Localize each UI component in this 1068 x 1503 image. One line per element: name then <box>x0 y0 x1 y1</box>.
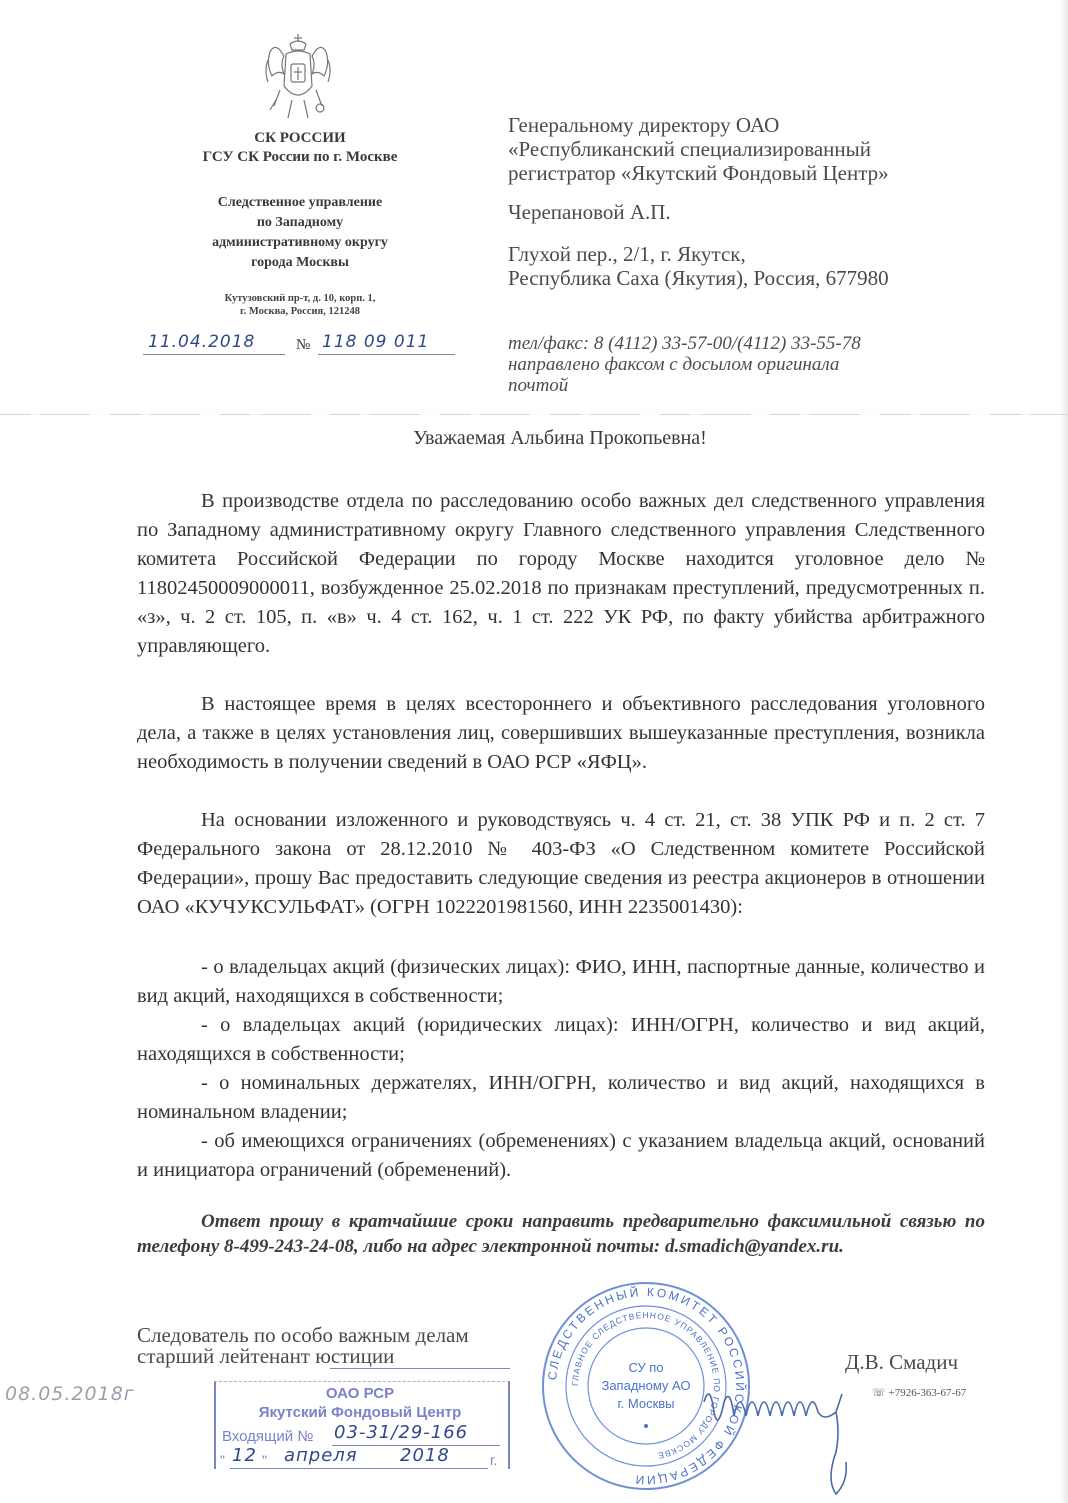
list-item: - о владельцах акций (юридических лицах): ИНН/ОГРН, количество и вид акций, находящихся в собственности; <box>137 1014 985 1065</box>
greeting: Уважаемая Альбина Прокопьевна! <box>413 427 707 449</box>
quote-open: " <box>220 1452 225 1468</box>
incoming-stamp-org: ОАО РСР <box>325 1385 395 1402</box>
dept-line: по Западному <box>256 215 344 230</box>
fax-note <box>508 333 998 396</box>
incoming-stamp-org-name: Якутский Фондовый Центр <box>258 1404 462 1421</box>
signature-underline <box>330 1368 510 1369</box>
address-line: г. Москва, Россия, 121248 <box>240 306 360 317</box>
list-item: - об имеющихся ограничениях (обременениях) с указанием владельца акций, оснований и инициатора ограничений (обременений). <box>137 1130 985 1181</box>
recipient-name: Черепановой А.П. <box>508 200 671 224</box>
paragraph-case <box>137 487 985 661</box>
signer-position <box>137 1325 469 1367</box>
recipient-line: «Республиканский специализированный <box>508 137 871 161</box>
seal-center-line: г. Москвы <box>617 1396 675 1411</box>
seal-center-line: Западному АО <box>601 1378 691 1393</box>
paragraph-text: В настоящее время в целях всестороннего и объективного расследования уголовного дела, а также в целях установления лиц, совершивших вышеуказанные преступления, возникла необходимость в получении сведений в ОАО РСР «ЯФЦ». <box>137 693 985 773</box>
signer-phone: ☏ +7926-363-67-67 <box>872 1387 967 1399</box>
recipient-line: регистратор «Якутский Фондовый Центр» <box>508 161 889 185</box>
incoming-number: 03-31/29-166 <box>334 1422 469 1443</box>
signer-name: Д.В. Смадич <box>845 1350 959 1374</box>
recipient-title <box>508 113 998 185</box>
list-item: - о владельцах акций (физических лицах): ФИО, ИНН, паспортные данные, количество и вид акций, находящихся в собственности; <box>137 956 985 1007</box>
list-item: - о номинальных держателях, ИНН/ОГРН, количество и вид акций, находящихся в номинальном владении; <box>137 1072 985 1123</box>
paragraph-text: В производстве отдела по расследованию особо важных дел следственного управления по Западному административному округу Главного следственного управления Следственного комитета Российской Федерации по городу Москве находится уголовное дело № 11802450009000011, возбужденное 25.02.2018 по признакам преступлений, предусмотренных п. «з», ч. 2 ст. 105, п. «в» ч. 4 ст. 162, ч. 1 ст. 222 УК РФ, по факту убийства арбитражного управляющего. <box>137 490 985 657</box>
dept-line: города Москвы <box>251 255 349 270</box>
incoming-number-label: Входящий № <box>222 1428 314 1445</box>
address-line: Кутузовский пр-т, д. 10, корп. 1, <box>224 293 376 304</box>
paper-fold-line <box>0 414 1068 415</box>
recipient-address-line: Республика Саха (Якутия), Россия, 677980 <box>508 266 889 290</box>
date-underline <box>143 354 285 355</box>
seal-outer-text: СЛЕДСТВЕННЫЙ КОМИТЕТ РОССИЙСКОЙ ФЕДЕРАЦИИ <box>545 1284 748 1488</box>
response-request <box>137 1209 985 1259</box>
recipient-address <box>508 242 998 290</box>
registration-date: 11.04.2018 <box>148 332 256 352</box>
recipient-address-line: Глухой пер., 2/1, г. Якутск, <box>508 242 746 266</box>
position-line: Следователь по особо важным делам <box>137 1323 469 1347</box>
paragraph-text: На основании изложенного и руководствуясь ч. 4 ст. 21, ст. 38 УПК РФ и п. 2 ст. 7 Федерального закона от 28.12.2010 № 403-ФЗ «О Следственном комитете Российской Федерации», прошу Вас предоставить следующие сведения из реестра акционеров в отношении ОАО «КУЧУКСУЛЬФАТ» (ОГРН 1022201981560, ИНН 2235001430): <box>137 809 985 918</box>
position-line: старший лейтенант юстиции <box>137 1344 395 1368</box>
seal-star-icon <box>644 1424 648 1428</box>
incoming-month: апреля <box>284 1445 358 1466</box>
registration-number: 118 09 011 <box>322 332 430 352</box>
recipient-line: Генеральному директору ОАО <box>508 113 780 137</box>
org-name <box>150 129 450 167</box>
requested-items-list <box>137 953 985 1185</box>
dept-line: административному округу <box>212 235 388 250</box>
org-line: ГСУ СК России по г. Москве <box>202 149 398 165</box>
handwritten-signature <box>700 1372 860 1500</box>
paragraph-request <box>137 806 985 922</box>
number-underline <box>318 354 455 355</box>
request-text: Ответ прошу в кратчайшие сроки направить предварительно факсимильной связью по телефону 8-499-243-24-08, либо на адрес электронной почты: d.smadich@yandex.ru. <box>137 1211 985 1257</box>
department-name <box>150 193 450 273</box>
seal-center-line: СУ по <box>628 1360 664 1375</box>
coat-of-arms-icon <box>258 30 338 125</box>
incoming-date-line <box>230 1468 488 1469</box>
incoming-year: 2018 <box>400 1445 450 1466</box>
paragraph-purpose <box>137 690 985 777</box>
paper-edge-shadow <box>1060 0 1068 1503</box>
sender-address <box>150 292 450 318</box>
dept-line: Следственное управление <box>217 195 383 210</box>
fax-line: почтой <box>508 375 569 396</box>
handwritten-side-date: 08.05.2018г <box>5 1383 135 1405</box>
fax-line: направлено факсом с досылом оригинала <box>508 354 840 375</box>
year-suffix: г. <box>490 1452 498 1468</box>
org-line: СК РОССИИ <box>254 130 346 146</box>
fax-line: тел/факс: 8 (4112) 33-57-00/(4112) 33-55-78 <box>508 333 861 354</box>
incoming-day: 12 <box>232 1445 257 1466</box>
seal-inner-text: ГЛАВНОЕ СЛЕДСТВЕННОЕ УПРАВЛЕНИЕ ПО ГОРОДУ МОСКВЕ <box>569 1309 723 1462</box>
quote-close: " <box>262 1452 267 1468</box>
number-sign: № <box>296 337 311 353</box>
